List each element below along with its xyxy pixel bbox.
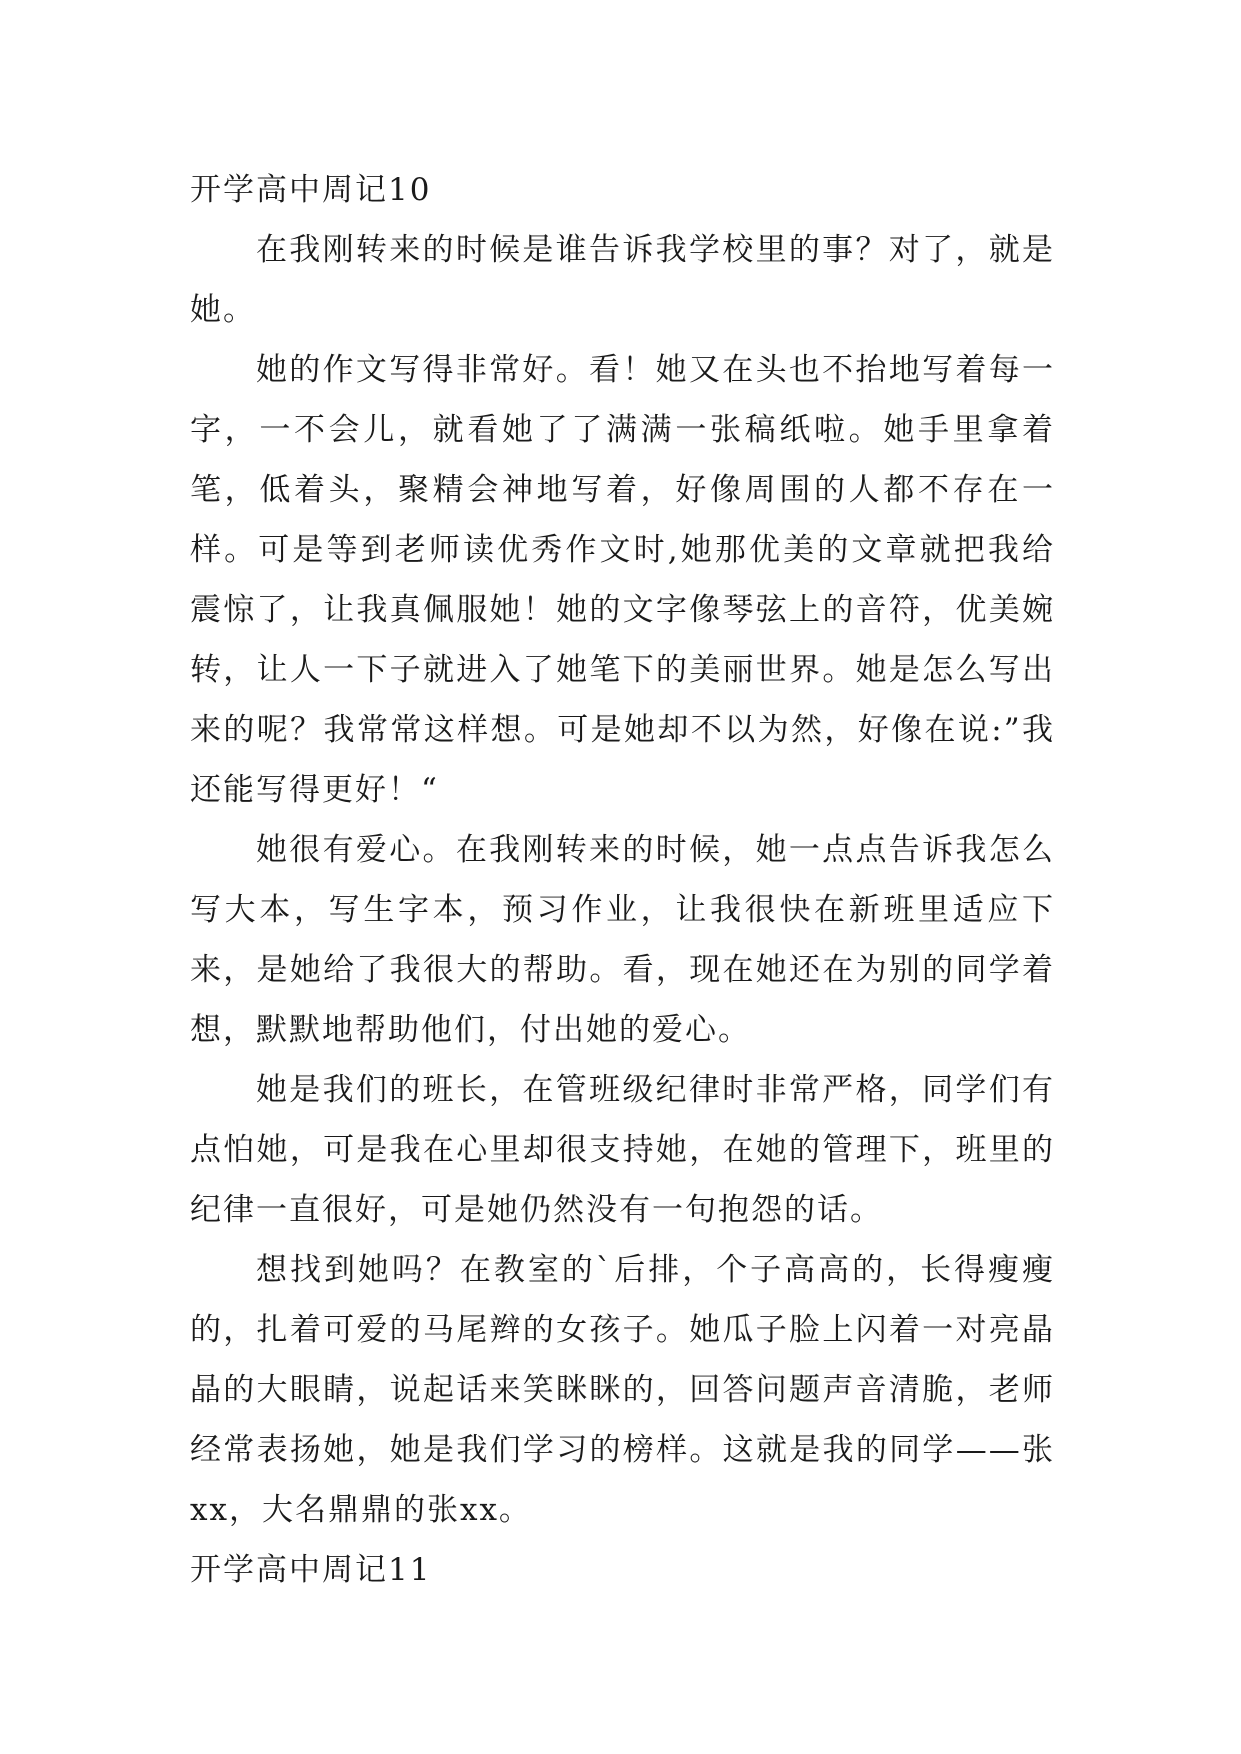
- section-heading-10: 开学高中周记10: [190, 172, 432, 208]
- paragraph-5: 想找到她吗？在教室的`后排，个子高高的，长得瘦瘦的，扎着可爱的马尾辫的女孩子。她瓜子脸上闪着一对亮晶晶的大眼睛，说起话来笑眯眯的，回答问题声音清脆，老师经常表扬她，她是我们学习的榜样。这就是我的同学——张xx，大名鼎鼎的张xx。: [190, 1252, 1055, 1528]
- paragraph-3: 她很有爱心。在我刚转来的时候，她一点点告诉我怎么写大本，写生字本，预习作业，让我很快在新班里适应下来，是她给了我很大的帮助。看，现在她还在为别的同学着想，默默地帮助他们，付出她的爱心。: [190, 832, 1055, 1048]
- document-body: [190, 160, 1055, 1600]
- paragraph-4: 她是我们的班长，在管班级纪律时非常严格，同学们有点怕她，可是我在心里却很支持她，在她的管理下，班里的纪律一直很好，可是她仍然没有一句抱怨的话。: [190, 1072, 1055, 1228]
- paragraph-2: 她的作文写得非常好。看！她又在头也不抬地写着每一字，一不会儿，就看她了了满满一张稿纸啦。她手里拿着笔，低着头，聚精会神地写着，好像周围的人都不存在一样。可是等到老师读优秀作文时,她那优美的文章就把我给震惊了，让我真佩服她！她的文字像琴弦上的音符，优美婉转，让人一下子就进入了她笔下的美丽世界。她是怎么写出来的呢？我常常这样想。可是她却不以为然，好像在说:”我还能写得更好！“: [190, 352, 1055, 808]
- section-heading-11: 开学高中周记11: [190, 1552, 432, 1588]
- paragraph-1: 在我刚转来的时候是谁告诉我学校里的事？对了，就是她。: [190, 232, 1055, 328]
